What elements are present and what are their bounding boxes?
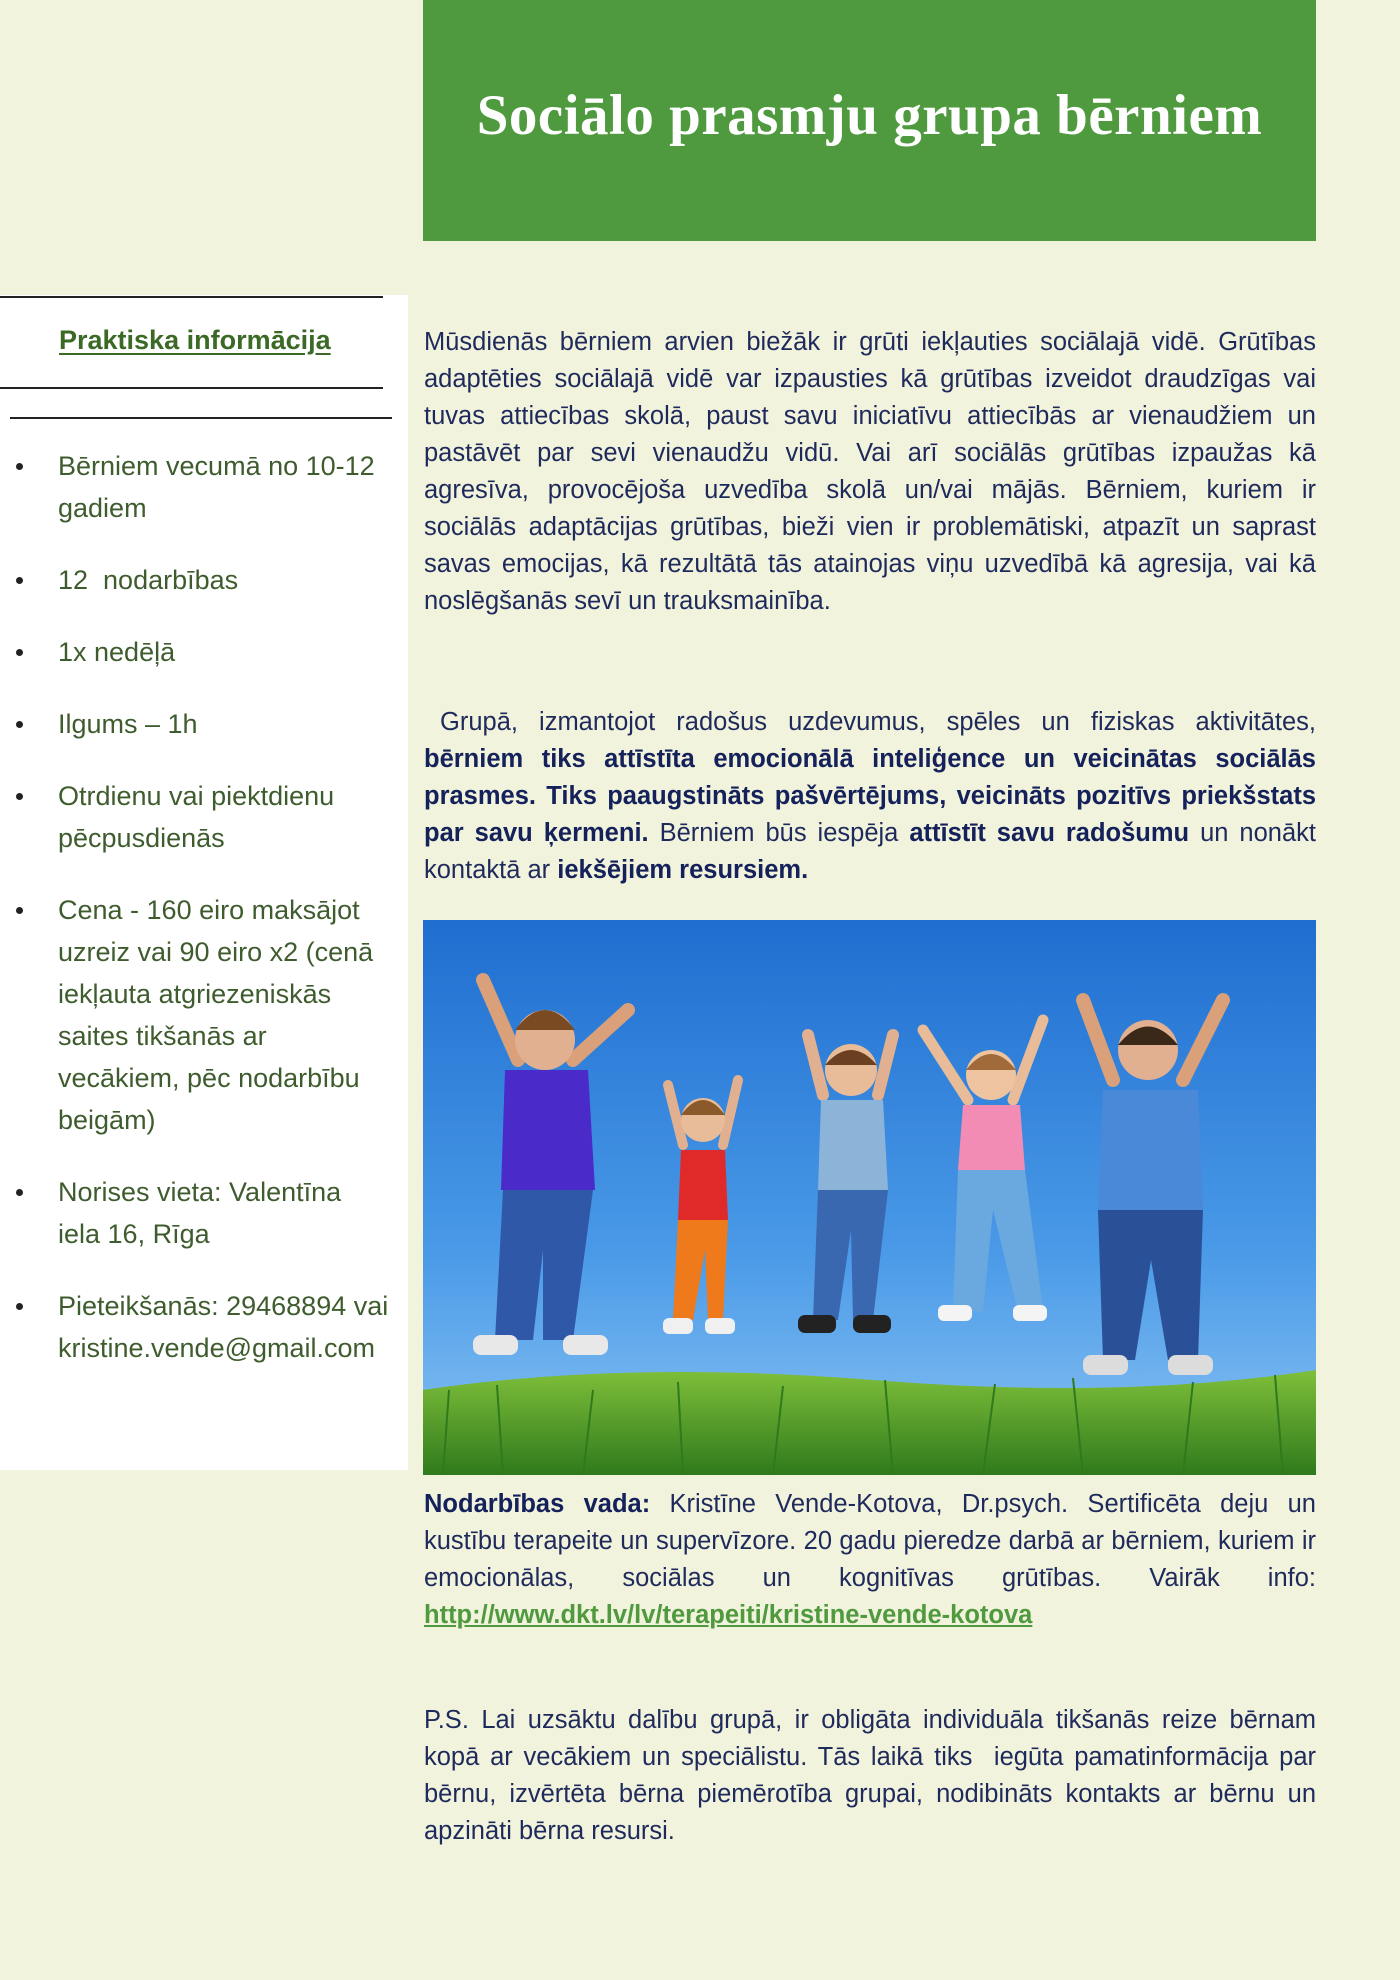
info-item-text: 1x nedēļā	[58, 637, 176, 667]
intro-text: Mūsdienās bērniem arvien biežāk ir grūti iekļauties sociālajā vidē. Grūtības adaptēties sociālajā vidē var izpausties kā grūtības izveidot draudzīgas vai tuvas attiecības skolā, paust savu iniciatīvu attiecībās ar vienaudžiem un pastāvēt par sevi vienaudžu vidū. Vai arī sociālās grūtības izpaužas kā agresīva, provocējoša uzvedība skolā un/vai mājās. Bērniem, kuriem ir sociālās adaptācijas grūtības, bieži vien ir problemātiski, atpazīt un saprast savas emocijas, kā rezultātā tās atainojas viņu uzvedībā kā agresija, vai kā noslēgšanās sevī un trauksmainība.	[424, 328, 1316, 615]
bullet-icon	[16, 649, 23, 656]
info-item-price	[0, 889, 400, 1141]
page-title: Sociālo prasmju grupa bērniem	[476, 84, 1263, 147]
bullet-icon	[16, 793, 23, 800]
title-banner	[423, 0, 1316, 241]
info-item-text: Pieteikšanās: 29468894 vai kristine.vende@gmail.com	[58, 1291, 389, 1363]
bullet-icon	[16, 907, 23, 914]
info-item-text: Cena - 160 eiro maksājot uzreiz vai 90 eiro x2 (cenā iekļauta atgriezeniskās saites tikšanās ar vecākiem, pēc nodarbību beigām)	[58, 895, 374, 1135]
info-item-duration	[0, 703, 400, 745]
group-text: Grupā, izmantojot radošus uzdevumus, spēles un fiziskas aktivitātes,	[440, 708, 1316, 736]
info-item-days	[0, 775, 400, 859]
group-text: un nonākt kontaktā ar	[424, 819, 1316, 884]
info-item-location	[0, 1171, 400, 1255]
intro-paragraph	[424, 324, 1316, 620]
group-text: Bērniem būs iespēja	[648, 819, 910, 847]
group-highlight: iekšējiem resursiem.	[557, 856, 809, 884]
divider	[0, 387, 383, 389]
info-item-text: 12 nodarbības	[58, 565, 239, 595]
jumping-children-photo	[423, 920, 1316, 1475]
info-item-frequency	[0, 631, 400, 673]
sidebar-practical-info	[0, 295, 408, 1470]
ps-text: P.S. Lai uzsāktu dalību grupā, ir obligāta individuāla tikšanās reize bērnam kopā ar vecākiem un speciālistu. Tās laikā tiks iegūta pamatinformācija par bērnu, izvērtēta bērna piemērotība grupai, nodibināts kontakts ar bērnu un apzināti bērna resursi.	[424, 1706, 1324, 1845]
info-item-text: Bērniem vecumā no 10-12 gadiem	[58, 451, 375, 523]
info-item-text: Ilgums – 1h	[58, 709, 198, 739]
group-highlight: attīstīt savu radošumu	[909, 819, 1190, 847]
sidebar-title: Praktiska informācija	[59, 325, 331, 355]
divider	[0, 296, 383, 298]
info-item-text: Otrdienu vai piektdienu pēcpusdienās	[58, 781, 335, 853]
info-item-sessions	[0, 559, 400, 601]
info-item-age	[0, 445, 400, 529]
divider	[10, 417, 392, 419]
group-highlight: bērniem tiks attīstīta emocionālā inteliģence un veicinātas sociālās prasmes. Tiks paaugstināts pašvērtējums, veicināts pozitīvs priekšstats par savu ķermeni.	[424, 745, 1316, 847]
therapist-profile-link[interactable]: http://www.dkt.lv/lv/terapeiti/kristine-vende-kotova	[424, 1601, 1033, 1629]
info-list	[0, 445, 400, 1399]
leader-text: Kristīne Vende-Kotova, Dr.psych. Sertificēta deju un kustību terapeite un supervīzore. 20 gadu pieredze darbā ar bērniem, kuriem ir emocionālas, sociālas un kognitīvas grūtības. Vairāk info:	[424, 1490, 1316, 1592]
bullet-icon	[16, 721, 23, 728]
bullet-icon	[16, 1189, 23, 1196]
bullet-icon	[16, 463, 23, 470]
leader-paragraph	[424, 1486, 1316, 1634]
group-paragraph	[424, 704, 1316, 889]
bullet-icon	[16, 577, 23, 584]
ps-paragraph	[424, 1702, 1324, 1850]
info-item-text: Norises vieta: Valentīna iela 16, Rīga	[58, 1177, 342, 1249]
info-item-registration	[0, 1285, 400, 1369]
bullet-icon	[16, 1303, 23, 1310]
leader-label: Nodarbības vada:	[424, 1490, 651, 1518]
